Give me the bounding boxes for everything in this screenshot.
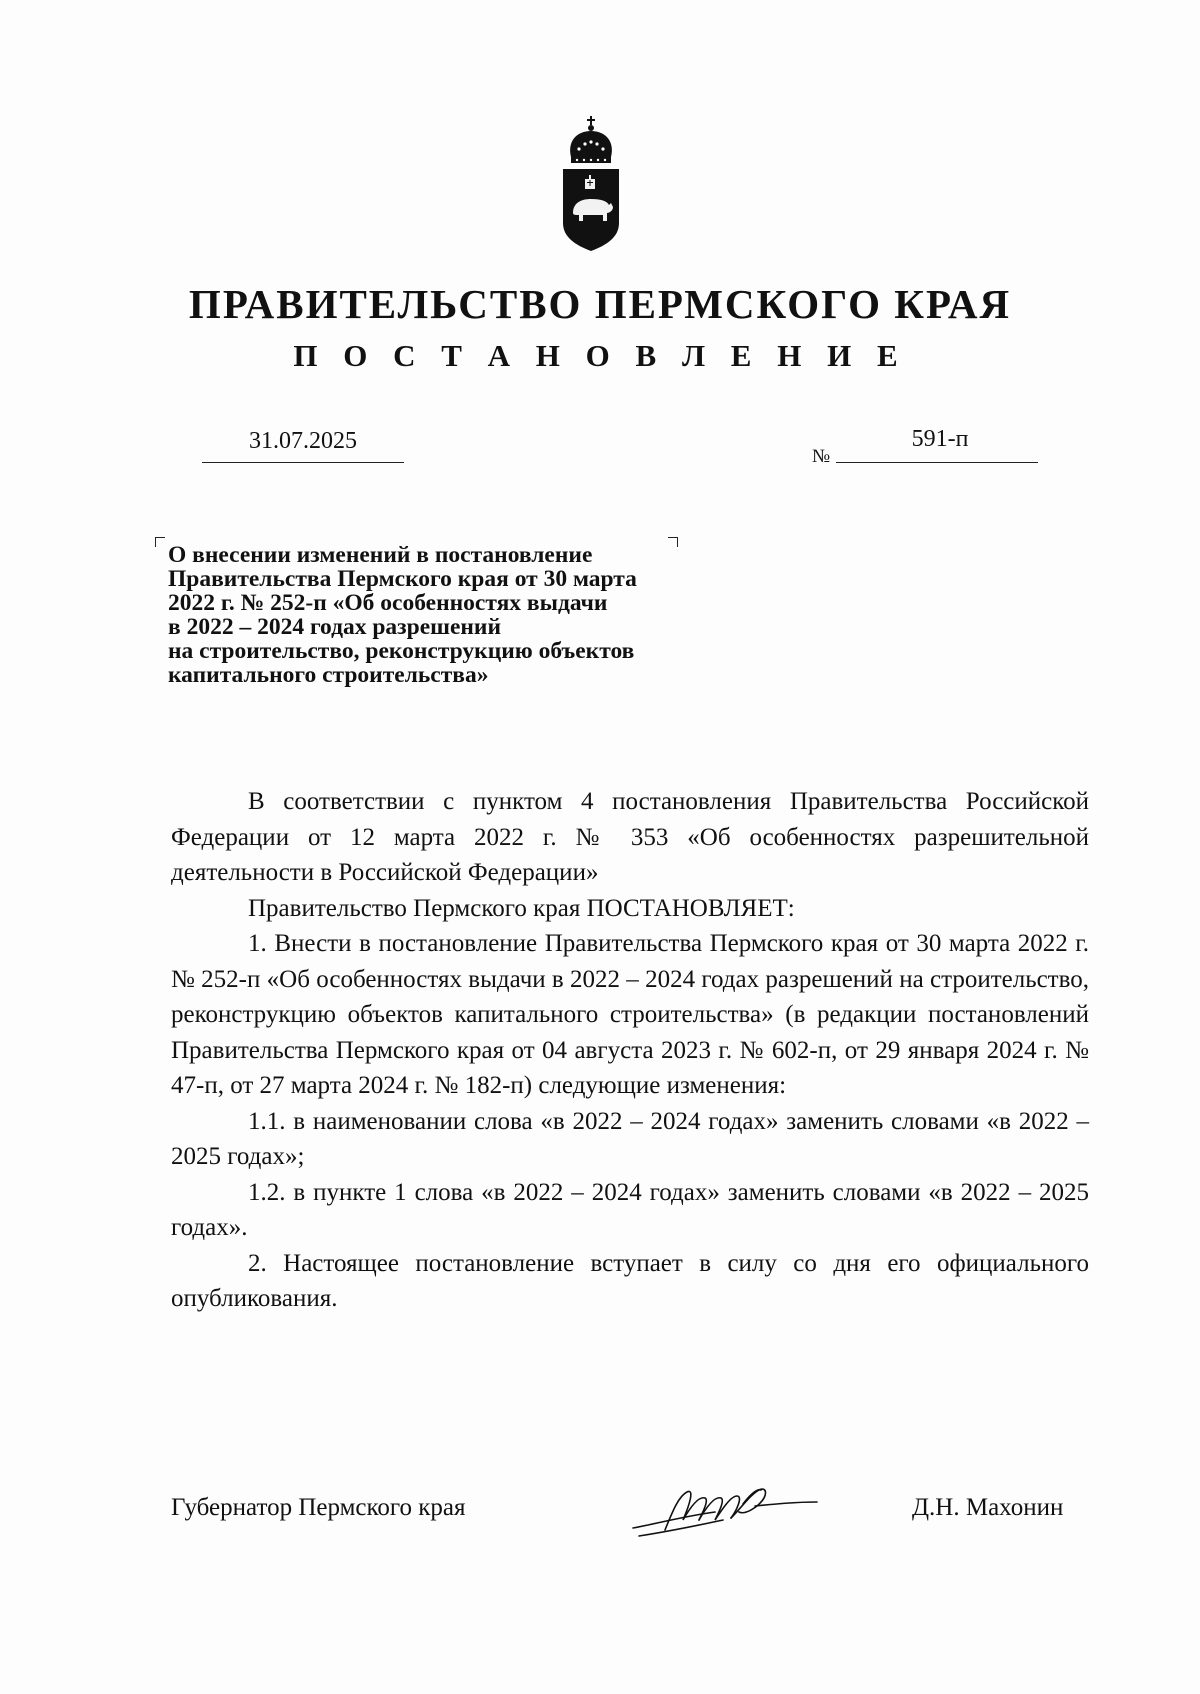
signatory-position: Губернатор Пермского края: [171, 1494, 466, 1521]
date-underline: [202, 462, 404, 463]
perm-krai-coat-of-arms-icon: [557, 113, 647, 263]
organization-title: ПРАВИТЕЛЬСТВО ПЕРМСКОГО КРАЯ: [188, 281, 1012, 327]
document-subject: [168, 543, 768, 687]
body-paragraph: 1. Внести в постановление Правительства Пермского края от 30 марта 2022 г. № 252-п «Об особенностях выдачи в 2022 – 2024 годах разрешений на строительство, реконструкцию объектов капитального строительства» (в редакции постановлений Правительства Пермского края от 04 августа 2023 г. № 602-п, от 29 января 2024 г. № 47-п, от 27 марта 2024 г. № 182-п) следующие изменения:: [171, 930, 1089, 1099]
signatory-name: Д.Н. Махонин: [912, 1494, 1064, 1521]
document-number: 591-п: [911, 426, 969, 452]
body-paragraph: 1.1. в наименовании слова «в 2022 – 2024 годах» заменить словами «в 2022 – 2025 годах»;: [171, 1107, 1089, 1170]
number-sign: №: [812, 446, 831, 467]
subject-line: О внесении изменений в постановление: [168, 542, 593, 568]
body-paragraph: В соответствии с пунктом 4 постановления Правительства Российской Федерации от 12 марта 2022 г. № 353 «Об особенностях разрешительной деятельности в Российской Федерации»: [171, 788, 1089, 886]
handwritten-signature: [625, 1466, 825, 1546]
subject-line: Правительства Пермского края от 30 марта: [168, 566, 637, 592]
subject-bracket-left: [155, 537, 165, 547]
subject-line: капитального строительства»: [168, 662, 489, 688]
document-date: 31.07.2025: [249, 428, 357, 454]
document-type-heading: П О С Т А Н О В Л Е Н И Е: [293, 338, 907, 373]
body-paragraph: 1.2. в пункте 1 слова «в 2022 – 2024 годах» заменить словами «в 2022 – 2025 годах».: [171, 1178, 1089, 1241]
body-paragraph: Правительство Пермского края ПОСТАНОВЛЯЕТ:: [248, 894, 795, 922]
subject-line: в 2022 – 2024 годах разрешений: [168, 614, 502, 640]
subject-line: 2022 г. № 252-п «Об особенностях выдачи: [168, 590, 608, 616]
number-underline: [836, 462, 1038, 463]
body-paragraph: 2. Настоящее постановление вступает в силу со дня его официального опубликования.: [171, 1249, 1089, 1312]
subject-line: на строительство, реконструкцию объектов: [168, 638, 635, 664]
document-body: [171, 784, 1089, 1317]
